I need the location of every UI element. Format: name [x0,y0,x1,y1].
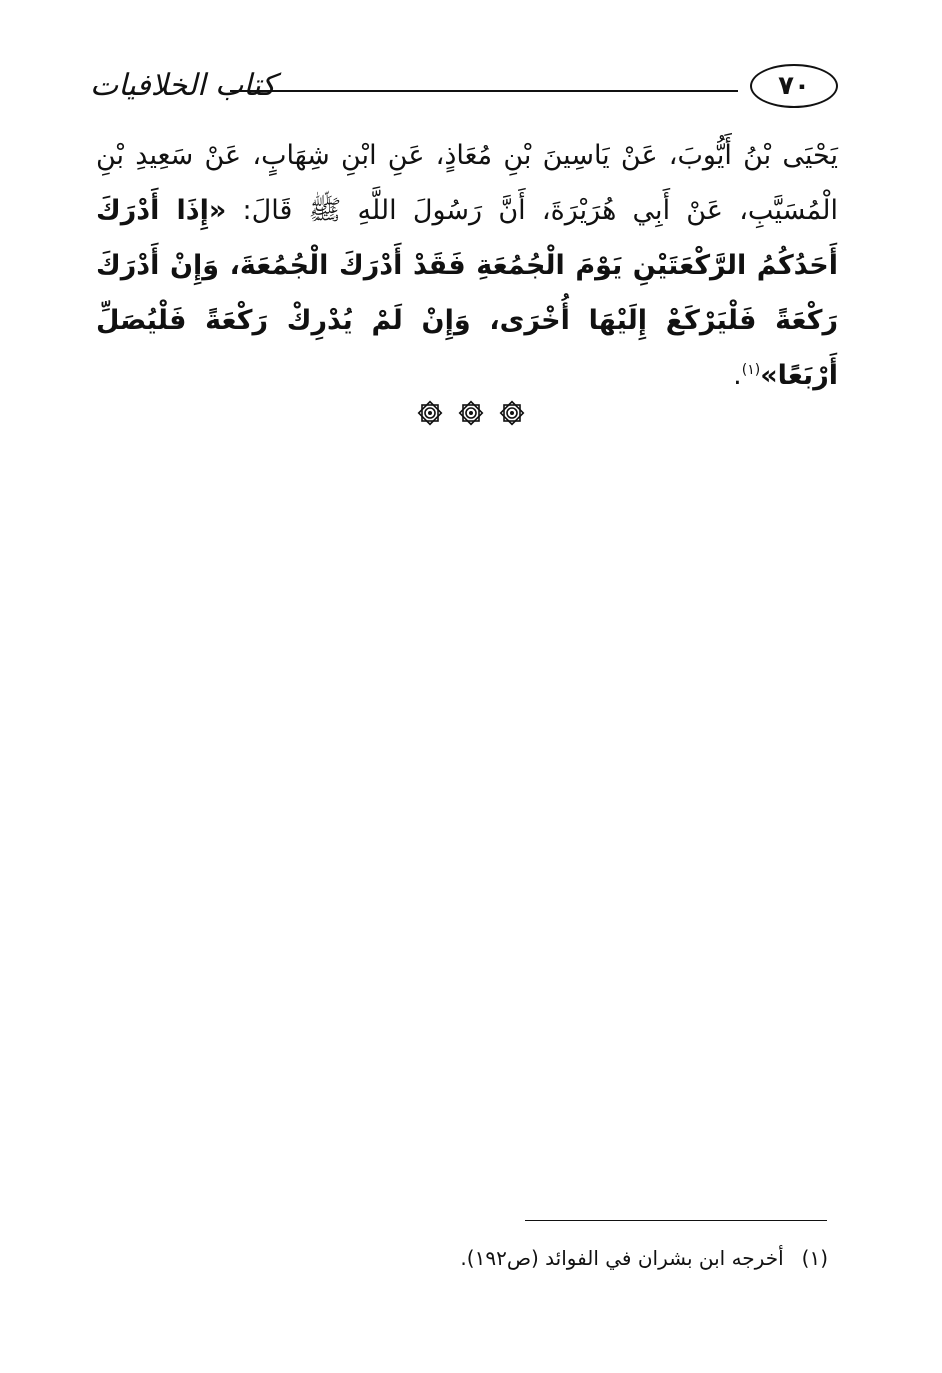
running-title: كتاب الخلافيات [90,68,276,103]
footnote [380,1241,828,1275]
flower-ornament-icon [456,398,486,428]
footnote-separator [525,1220,827,1221]
page-header [90,62,838,112]
end-punctuation: . [733,360,742,391]
footnote-marker: (١) [801,1246,828,1270]
footnote-reference: (١) [741,362,761,378]
section-divider-ornaments [0,398,942,432]
footnote-text: أخرجه ابن بشران في الفوائد (ص١٩٢). [460,1246,784,1270]
page-number: ٧٠ [750,64,838,108]
flower-ornament-icon [415,398,445,428]
isnad-text: يَحْيَى بْنُ أَيُّوبَ، عَنْ يَاسِينَ بْنِ مُعَاذٍ، عَنِ ابْنِ شِهَابٍ، عَنْ سَعِيدِ بْنِ الْمُسَيَّبِ، عَنْ أَبِي هُرَيْرَةَ، أَنَّ رَسُولَ اللَّهِ ﷺ قَالَ: [96,140,839,226]
hadith-text: «إِذَا أَدْرَكَ أَحَدُكُمُ الرَّكْعَتَيْنِ يَوْمَ الْجُمُعَةِ فَقَدْ أَدْرَكَ الْجُمُعَةَ، وَإِنْ أَدْرَكَ رَكْعَةً فَلْيَرْكَعْ إِلَيْهَا أُخْرَى، وَإِنْ لَمْ يُدْرِكْ رَكْعَةً فَلْيُصَلِّ أَرْبَعًا» [96,195,838,391]
hadith-paragraph [96,128,838,403]
flower-ornament-icon [497,398,527,428]
header-rule [230,90,738,92]
